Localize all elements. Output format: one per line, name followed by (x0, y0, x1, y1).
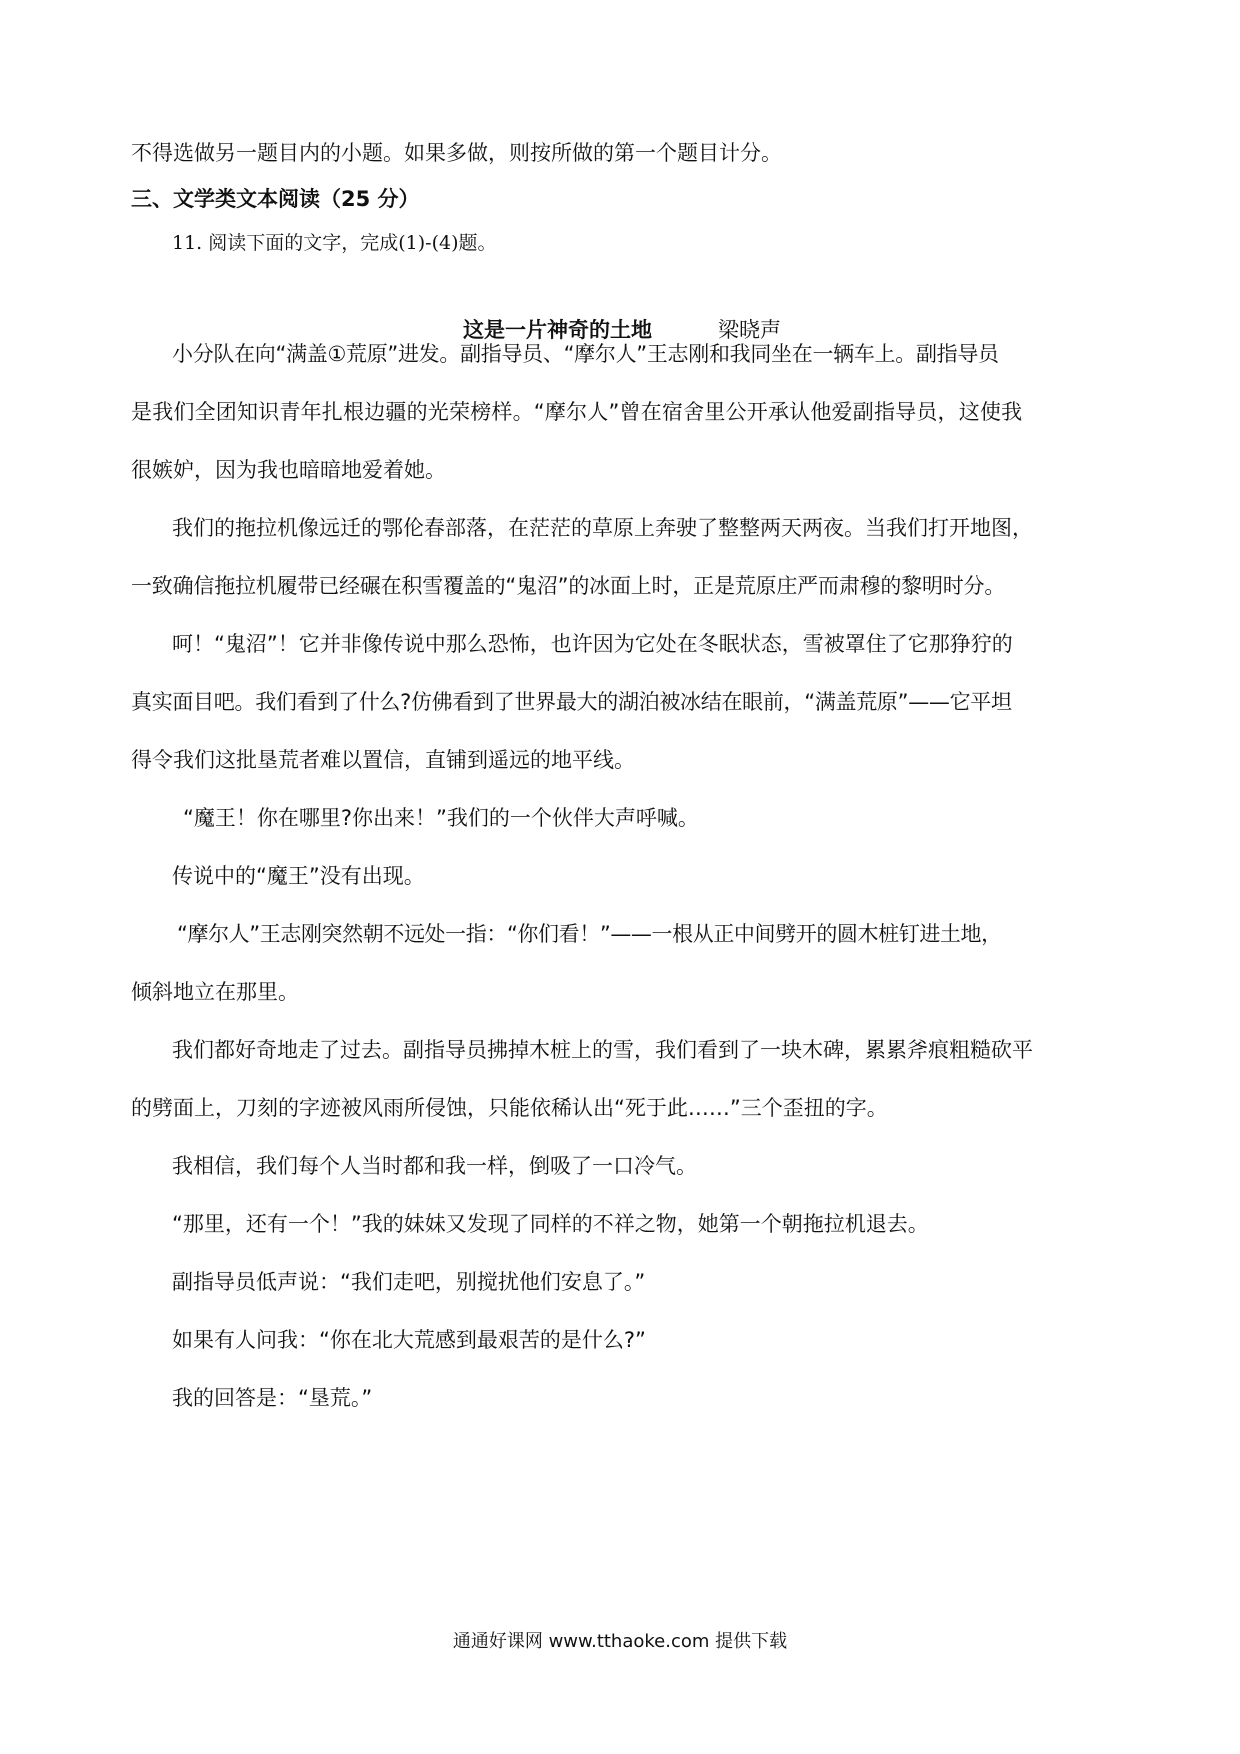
article-line: 我们都好奇地走了过去。副指导员拂掉木桩上的雪，我们看到了一块木碑，累累斧痕粗糙砍平 (172, 1038, 1033, 1062)
article-line: 是我们全团知识青年扎根边疆的光荣榜样。“摩尔人”曾在宿舍里公开承认他爱副指导员，这使我 (131, 400, 1023, 424)
question-instruction: 11. 阅读下面的文字，完成(1)-(4)题。 (172, 232, 497, 254)
article-line: 副指导员低声说：“我们走吧，别搅扰他们安息了。” (172, 1270, 646, 1294)
article-line: 传说中的“魔王”没有出现。 (172, 864, 425, 888)
article-line: “摩尔人”王志刚突然朝不远处一指：“你们看！”——一根从正中间劈开的圆木桩钉进土地， (177, 922, 1002, 946)
article-author: 梁晓声 (718, 318, 781, 342)
article-line: 的劈面上，刀刻的字迹被风雨所侵蚀，只能依稀认出“死于此……”三个歪扭的字。 (131, 1096, 888, 1120)
article-line: 我们的拖拉机像远迁的鄂伦春部落，在茫茫的草原上奔驶了整整两天两夜。当我们打开地图， (172, 516, 1033, 540)
article-line: 一致确信拖拉机履带已经碾在积雪覆盖的“鬼沼”的冰面上时，正是荒原庄严而肃穆的黎明时分。 (131, 574, 1006, 598)
article-line: “那里，还有一个！”我的妹妹又发现了同样的不祥之物，她第一个朝拖拉机退去。 (172, 1212, 929, 1236)
article-line: 得令我们这批垦荒者难以置信，直铺到遥远的地平线。 (131, 748, 635, 772)
article-line: 真实面目吧。我们看到了什么?仿佛看到了世界最大的湖泊被冰结在眼前，“满盖荒原”——它平坦 (131, 690, 1012, 714)
article-line: 呵！“鬼沼”！它并非像传说中那么恐怖，也许因为它处在冬眠状态，雪被罩住了它那狰狞的 (172, 632, 1013, 656)
article-line: 很嫉妒，因为我也暗暗地爱着她。 (131, 458, 446, 482)
section-heading: 三、文学类文本阅读（25 分） (131, 187, 420, 211)
article-line: 如果有人问我：“你在北大荒感到最艰苦的是什么?” (172, 1328, 646, 1352)
article-line: 我相信，我们每个人当时都和我一样，倒吸了一口冷气。 (172, 1154, 697, 1178)
article-line: 小分队在向“满盖①荒原”进发。副指导员、“摩尔人”王志刚和我同坐在一辆车上。副指导员 (172, 342, 999, 366)
article-line: 我的回答是：“垦荒。” (172, 1386, 373, 1410)
scoring-note: 不得选做另一题目内的小题。如果多做，则按所做的第一个题目计分。 (131, 141, 782, 165)
footer-source: 通通好课网 www.tthaoke.com 提供下载 (452, 1631, 788, 1652)
article-line: “魔王！你在哪里?你出来！”我们的一个伙伴大声呼喊。 (183, 806, 699, 830)
article-line: 倾斜地立在那里。 (131, 980, 299, 1004)
article-title: 这是一片神奇的土地 (463, 318, 652, 342)
